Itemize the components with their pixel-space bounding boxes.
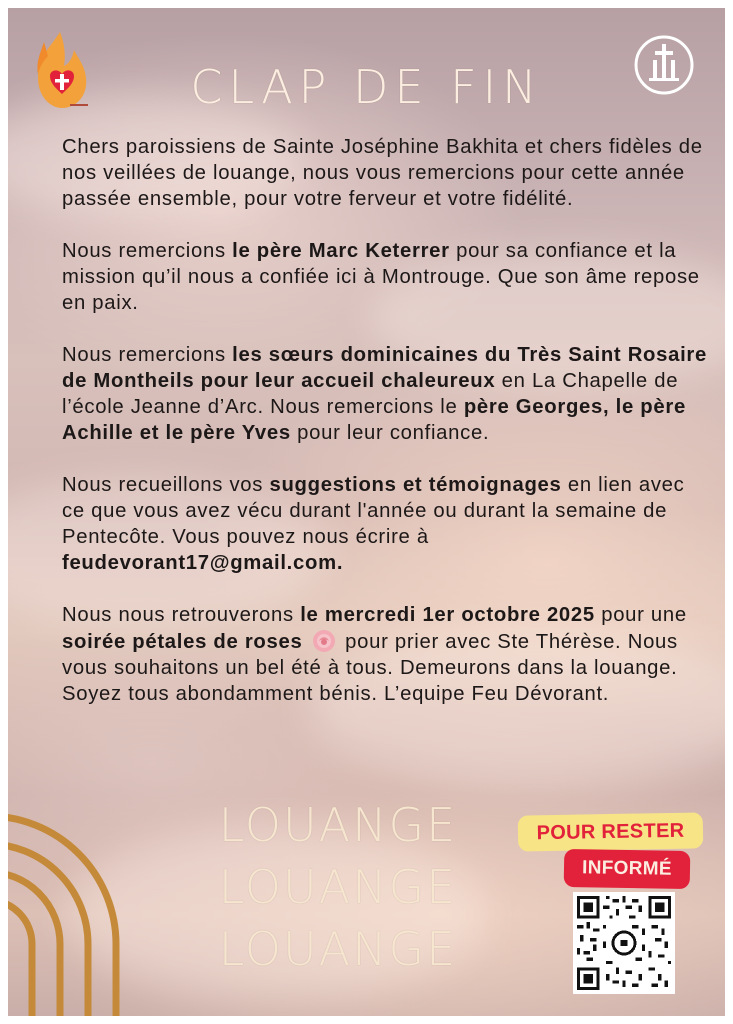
message-body [62,134,712,733]
text-segment: Nous recueillons vos [62,474,270,496]
email-link[interactable]: feudevorant17@gmail.com. [62,552,344,574]
event-name: soirée pétales de roses [62,631,303,653]
text-segment: en La Chapelle de l’école Jeanne d’Arc. Nous remercions le [62,370,679,418]
text-segment: pour prier avec Ste Thérèse. Nous vous souhaitons un bel été à tous. Demeurons dans la louange. Soyez tous abondamment bénis. L’equipe Feu Dévorant. [62,631,678,705]
text-segment: Nous remercions [62,344,233,366]
decorative-arcs [8,808,148,1016]
qr-code-icon[interactable] [573,892,675,994]
cta-badge-informed [564,849,691,889]
louange-line-1: LOUANGE [218,798,458,852]
paragraph-greeting [62,134,712,212]
paragraph-thanks-father-marc [62,238,712,316]
highlight-text: le père Marc Keterrer [232,240,450,262]
cta-line-2: INFORMÉ [581,857,673,880]
text-segment: Nous nous retrouverons [62,604,301,626]
paragraph-thanks-sisters [62,342,712,446]
text-segment: en lien avec ce que vous avez vécu durant l'année ou durant la semaine de Pentecôte. Vous pouvez nous écrire à [62,474,685,548]
text-segment: Nous remercions [62,240,233,262]
highlight-text: les sœurs dominicaines du Très Saint Rosaire de Montheils pour leur accueil chaleureux [62,344,708,392]
highlight-text: père Georges, le père Achille et le père Yves [62,396,686,444]
louange-line-3: LOUANGE [218,922,458,976]
cta-badge-stay [518,812,704,851]
poster [8,8,725,1016]
cta-line-1: POUR RESTER [536,819,685,844]
greeting-text: Chers paroissiens de Sainte Joséphine Bakhita et chers fidèles de nos veillées de louange, nous vous remercions pour cette année passée ensemble, pour votre ferveur et votre fidélité. [62,136,703,210]
page-title: CLAP DE FIN [190,60,543,114]
text-segment: pour sa confiance et la mission qu’il nous a confiée ici à Montrouge. Que son âme repose en paix. [62,240,700,314]
highlight-text: suggestions et témoignages [269,474,562,496]
text-segment: pour une [594,604,687,626]
paragraph-next-event [62,602,712,707]
paragraph-suggestions [62,472,712,576]
rose-icon [309,628,339,654]
louange-line-2: LOUANGE [218,860,458,914]
event-date: le mercredi 1er octobre 2025 [300,604,595,626]
text-segment: pour leur confiance. [290,422,490,444]
